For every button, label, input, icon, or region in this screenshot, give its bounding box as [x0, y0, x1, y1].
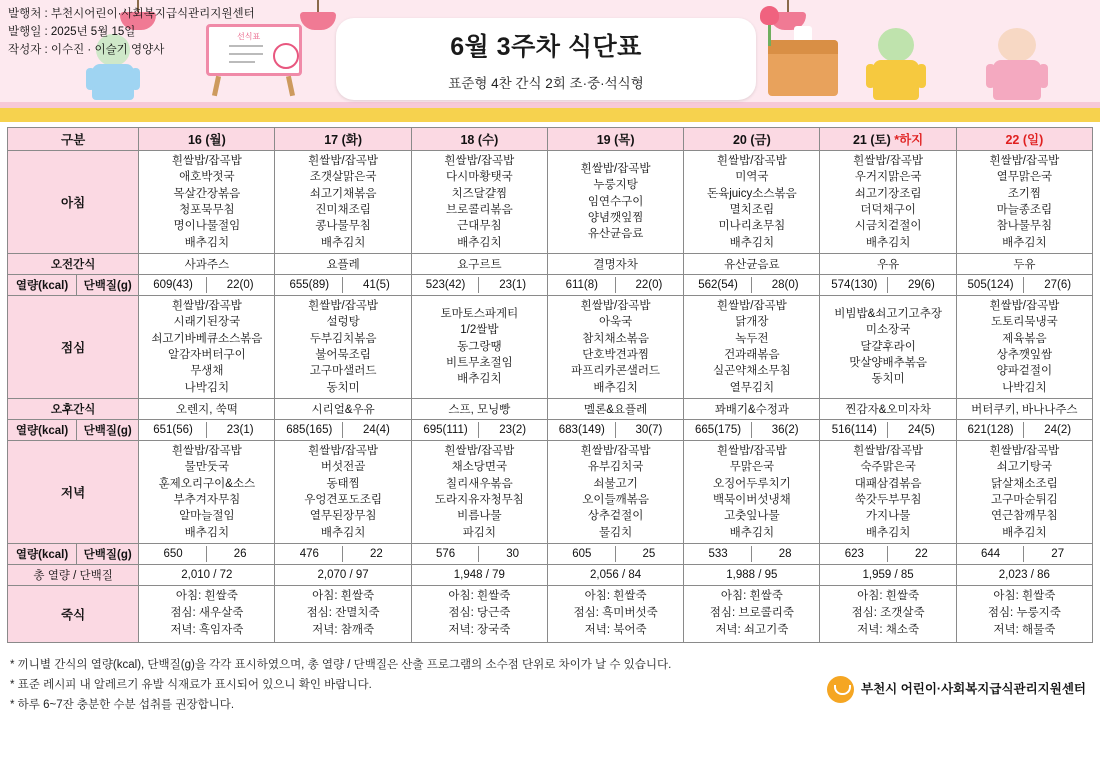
label-dinner: 저녁: [8, 440, 139, 543]
page-title: 6월 3주차 식단표: [450, 32, 642, 61]
row-total: [8, 564, 1093, 585]
board-label: 선식표: [237, 32, 261, 41]
cell-am-kcal-tue: 655(89) 41(5): [275, 274, 411, 295]
cell-pm-kcal-fri: 665(175) 36(2): [684, 419, 820, 440]
cell-dn-kcal-thu: 605 25: [547, 543, 683, 564]
cell-breakfast-wed: 흰쌀밥/잡곡밥 다시마황탯국 치즈달걀찜 브로콜리볶음 근대무침 배추김치: [411, 151, 547, 254]
author-line: 작성자 : 이수진 · 이슬기 영양사: [8, 43, 165, 56]
cell-am-snack-thu: 결명자차: [547, 253, 683, 274]
label-lunch: 점심: [8, 295, 139, 398]
cell-total-sun: 2,023 / 86: [956, 564, 1092, 585]
cell-lunch-sun: 흰쌀밥/잡곡밥 도토리묵냉국 제육볶음 상추깻잎쌈 양파겉절이 나박김치: [956, 295, 1092, 398]
cell-am-snack-sun: 두유: [956, 253, 1092, 274]
cell-lunch-sat: 비빔밥&쇠고기고추장 미소장국 달걀후라이 맛살양배추볶음 동치미: [820, 295, 956, 398]
label-total: 총 열량 / 단백질: [8, 564, 139, 585]
cell-total-fri: 1,988 / 95: [684, 564, 820, 585]
tissue-box-illustration: [768, 40, 838, 96]
row-pm-snack: [8, 398, 1093, 419]
cell-am-kcal-wed: 523(42) 23(1): [411, 274, 547, 295]
page-header: [0, 0, 1100, 122]
cell-am-kcal-sat: 574(130) 29(6): [820, 274, 956, 295]
center-logo-icon: [827, 676, 854, 703]
cell-am-kcal-fri: 562(54) 28(0): [684, 274, 820, 295]
footer-note-2: * 표준 레시피 내 알레르기 유발 식재료가 표시되어 있으니 확인 바랍니다.: [10, 678, 372, 691]
cell-pm-kcal-thu: 683(149) 30(7): [547, 419, 683, 440]
publish-date-line: 발행일 : 2025년 5월 15일: [8, 25, 136, 38]
cell-dinner-sun: 흰쌀밥/잡곡밥 쇠고기탕국 닭살채소조림 고구마순튀김 연근참깨무침 배추김치: [956, 440, 1092, 543]
cell-breakfast-tue: 흰쌀밥/잡곡밥 조갯살맑은국 쇠고기채볶음 진미채조림 콩나물무침 배추김치: [275, 151, 411, 254]
page-footer: [0, 649, 1100, 715]
row-lunch: [8, 295, 1093, 398]
cell-dn-kcal-sat: 623 22: [820, 543, 956, 564]
cell-am-kcal-thu: 611(8) 22(0): [547, 274, 683, 295]
label-kcal-dinner: 열량(kcal): [8, 543, 77, 564]
cell-breakfast-sun: 흰쌀밥/잡곡밥 열무맑은국 조기찜 마늘종조림 참나물무침 배추김치: [956, 151, 1092, 254]
row-dinner-kcal: [8, 543, 1093, 564]
row-am-snack: [8, 253, 1093, 274]
cell-am-snack-sat: 우유: [820, 253, 956, 274]
cell-pm-kcal-tue: 685(165) 24(4): [275, 419, 411, 440]
cell-breakfast-thu: 흰쌀밥/잡곡밥 누룽지탕 임연수구이 양념깻잎찜 유산균음료: [547, 151, 683, 254]
label-protein-pm: 단백질(g): [77, 419, 139, 440]
cell-lunch-thu: 흰쌀밥/잡곡밥 아욱국 참치채소볶음 단호박견과찜 파프리카콘샐러드 배추김치: [547, 295, 683, 398]
header-stripe-yellow: [0, 108, 1100, 122]
cell-lunch-mon: 흰쌀밥/잡곡밥 시래기된장국 쇠고기바베큐소스볶음 알감자버터구이 무생채 나박김치: [139, 295, 275, 398]
brand-name: 부천시 어린이·사회복지급식관리지원센터: [861, 681, 1086, 696]
cell-porridge-fri: 아침: 흰쌀죽 점심: 브로콜리죽 저녁: 쇠고기죽: [684, 585, 820, 642]
cell-breakfast-sat: 흰쌀밥/잡곡밥 우거지맑은국 쇠고기장조림 더덕채구이 시금치겉절이 배추김치: [820, 151, 956, 254]
row-breakfast: [8, 151, 1093, 254]
cell-pm-snack-tue: 시리얼&우유: [275, 398, 411, 419]
cell-lunch-fri: 흰쌀밥/잡곡밥 닭개장 녹두전 건과래볶음 실곤약채소무침 열무김치: [684, 295, 820, 398]
cell-dinner-sat: 흰쌀밥/잡곡밥 숙주맑은국 대패삼겹볶음 쑥갓두부무침 가지나물 배추김치: [820, 440, 956, 543]
cell-lunch-tue: 흰쌀밥/잡곡밥 설렁탕 두부김치볶음 불어묵조림 고구마샐러드 동치미: [275, 295, 411, 398]
label-pm-snack: 오후간식: [8, 398, 139, 419]
brand-block: [827, 676, 1086, 703]
holiday-note: *하지: [890, 133, 924, 147]
cell-dn-kcal-mon: 650 26: [139, 543, 275, 564]
cell-porridge-wed: 아침: 흰쌀죽 점심: 당근죽 저녁: 장국죽: [411, 585, 547, 642]
header-division: 구분: [8, 128, 139, 151]
label-porridge: 죽식: [8, 585, 139, 642]
table-header-row: [8, 128, 1093, 151]
label-breakfast: 아침: [8, 151, 139, 254]
header-day-thu: 19 (목): [547, 128, 683, 151]
header-day-tue: 17 (화): [275, 128, 411, 151]
child-illustration: [866, 28, 926, 100]
child-illustration: [986, 28, 1048, 100]
menu-table-wrap: [0, 122, 1100, 643]
cell-pm-snack-thu: 멜론&요플레: [547, 398, 683, 419]
cell-dn-kcal-wed: 576 30: [411, 543, 547, 564]
cell-am-kcal-sun: 505(124) 27(6): [956, 274, 1092, 295]
cell-am-snack-wed: 요구르트: [411, 253, 547, 274]
label-kcal-am: 열량(kcal): [8, 274, 77, 295]
row-dinner: [8, 440, 1093, 543]
cell-lunch-wed: 토마토스파게티 1/2쌀밥 동그랑땡 비트무초절임 배추김치: [411, 295, 547, 398]
row-porridge: [8, 585, 1093, 642]
cell-am-snack-tue: 요플레: [275, 253, 411, 274]
header-day-wed: 18 (수): [411, 128, 547, 151]
cell-total-sat: 1,959 / 85: [820, 564, 956, 585]
cell-pm-snack-sat: 찐감자&오미자차: [820, 398, 956, 419]
cell-pm-kcal-mon: 651(56) 23(1): [139, 419, 275, 440]
cell-pm-snack-mon: 오렌지, 쑥떡: [139, 398, 275, 419]
cell-dinner-mon: 흰쌀밥/잡곡밥 물만둣국 훈제오리구이&소스 부추겨자무침 알마늘절임 배추김치: [139, 440, 275, 543]
footer-note-3: * 하루 6~7잔 충분한 수분 섭취를 권장합니다.: [10, 698, 235, 711]
cell-total-mon: 2,010 / 72: [139, 564, 275, 585]
cell-porridge-mon: 아침: 흰쌀죽 점심: 새우살죽 저녁: 흑임자죽: [139, 585, 275, 642]
flower-icon: [760, 6, 780, 48]
header-day-mon: 16 (월): [139, 128, 275, 151]
cell-pm-snack-sun: 버터쿠키, 바나나주스: [956, 398, 1092, 419]
cell-am-snack-mon: 사과주스: [139, 253, 275, 274]
cell-porridge-sun: 아침: 흰쌀죽 점심: 누룽지죽 저녁: 해물죽: [956, 585, 1092, 642]
cell-total-tue: 2,070 / 97: [275, 564, 411, 585]
cell-total-wed: 1,948 / 79: [411, 564, 547, 585]
label-am-snack: 오전간식: [8, 253, 139, 274]
cell-pm-snack-fri: 꽈배기&수정과: [684, 398, 820, 419]
cell-porridge-sat: 아침: 흰쌀죽 점심: 조갯살죽 저녁: 채소죽: [820, 585, 956, 642]
cell-dn-kcal-tue: 476 22: [275, 543, 411, 564]
cell-am-kcal-mon: 609(43) 22(0): [139, 274, 275, 295]
label-protein-am: 단백질(g): [77, 274, 139, 295]
cell-dinner-wed: 흰쌀밥/잡곡밥 채소당면국 칠리새우볶음 도라지유자청무침 비름나물 파김치: [411, 440, 547, 543]
page-subtitle: 표준형 4찬 간식 2회 조·중·석식형: [448, 75, 644, 91]
label-kcal-pm: 열량(kcal): [8, 419, 77, 440]
cell-am-snack-fri: 유산균음료: [684, 253, 820, 274]
header-day-sun: 22 (일): [956, 128, 1092, 151]
row-pm-kcal: [8, 419, 1093, 440]
cell-pm-kcal-wed: 695(111) 23(2): [411, 419, 547, 440]
label-protein-dinner: 단백질(g): [77, 543, 139, 564]
cell-breakfast-fri: 흰쌀밥/잡곡밥 미역국 돈육juicy소스볶음 멸치조림 미나리초무침 배추김치: [684, 151, 820, 254]
title-card: [336, 18, 756, 100]
cell-dinner-thu: 흰쌀밥/잡곡밥 유부김치국 쇠불고기 오이들깨볶음 상추겉절이 물김치: [547, 440, 683, 543]
cell-breakfast-mon: 흰쌀밥/잡곡밥 애호박젓국 목살간장볶음 청포묵무침 명이나물절임 배추김치: [139, 151, 275, 254]
cell-dn-kcal-sun: 644 27: [956, 543, 1092, 564]
cell-pm-snack-wed: 스프, 모닝빵: [411, 398, 547, 419]
header-day-fri: 20 (금): [684, 128, 820, 151]
cell-pm-kcal-sat: 516(114) 24(5): [820, 419, 956, 440]
row-am-kcal: [8, 274, 1093, 295]
header-day-sat: 21 (토) *하지: [820, 128, 956, 151]
menu-table: [7, 127, 1093, 643]
cell-porridge-thu: 아침: 흰쌀죽 점심: 흑미버섯죽 저녁: 북어죽: [547, 585, 683, 642]
cell-dinner-tue: 흰쌀밥/잡곡밥 버섯전골 동태찜 우엉견포도조림 열무된장무침 배추김치: [275, 440, 411, 543]
cell-pm-kcal-sun: 621(128) 24(2): [956, 419, 1092, 440]
cell-total-thu: 2,056 / 84: [547, 564, 683, 585]
cell-porridge-tue: 아침: 흰쌀죽 점심: 잔멸치죽 저녁: 참깨죽: [275, 585, 411, 642]
publisher-line: 발행처 : 부천시어린이·사회복지급식관리지원센터: [8, 8, 255, 20]
footer-note-1: * 끼니별 간식의 열량(kcal), 단백질(g)을 각각 표시하였으며, 총 열량 / 단백질은 산출 프로그램의 소수점 단위로 차이가 날 수 있습니다.: [10, 658, 672, 671]
publisher-meta: [8, 6, 255, 59]
cell-dinner-fri: 흰쌀밥/잡곡밥 무맑은국 오징어두루치기 백묵이버섯냉채 고춧잎나물 배추김치: [684, 440, 820, 543]
cell-dn-kcal-fri: 533 28: [684, 543, 820, 564]
